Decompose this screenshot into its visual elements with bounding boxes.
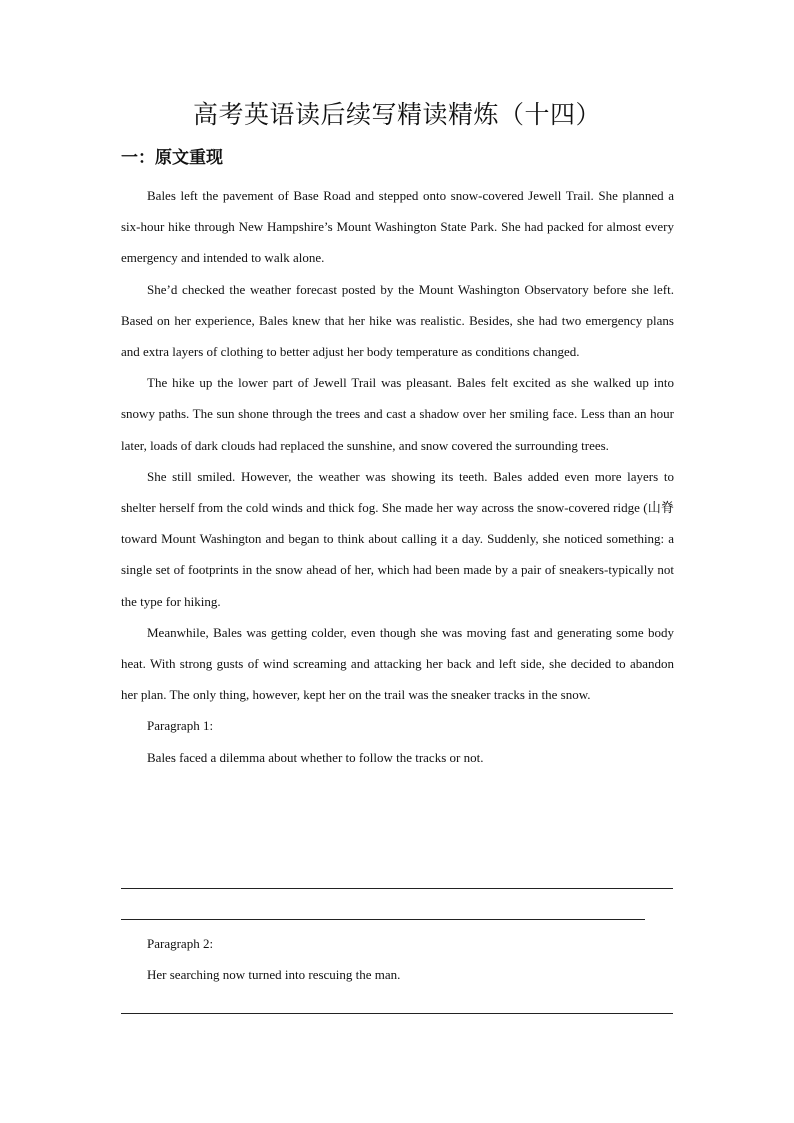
writing-line[interactable]	[121, 888, 673, 889]
original-text	[121, 180, 674, 773]
paragraph: She still smiled. However, the weather was showing its teeth. Bales added even more layers to shelter herself from the cold winds and thick fog. She made her way across the snow-covered ridge (山脊 toward Mount Washington and began to think about calling it a day. Suddenly, she noticed something: a single set of footprints in the snow ahead of her, which had been made by a pair of sneakers-typically not the type for hiking.	[121, 468, 674, 609]
writing-line[interactable]	[121, 919, 645, 920]
paragraph-1-label: Paragraph 1:	[147, 718, 214, 734]
section-heading: 一：原文重现	[121, 148, 223, 167]
paragraph: The hike up the lower part of Jewell Trail was pleasant. Bales felt excited as she walked up into snowy paths. The sun shone through the trees and cast a shadow over her smiling face. Less than an hour later, loads of dark clouds had replaced the sunshine, and snow covered the surrounding trees.	[121, 375, 674, 453]
document-title: 高考英语读后续写精读精炼（十四）	[192, 102, 601, 129]
paragraph: She’d checked the weather forecast posted by the Mount Washington Observatory before she left. Based on her experience, Bales knew that her hike was realistic. Besides, she had two emergency plans and extra layers of clothing to better adjust her body temperature as conditions changed.	[121, 281, 674, 360]
paragraph-2-opening: Her searching now turned into rescuing the man.	[147, 967, 401, 983]
writing-line[interactable]	[121, 1013, 673, 1014]
paragraph-1-opening: Bales faced a dilemma about whether to follow the tracks or not.	[147, 749, 484, 765]
paragraph: Bales left the pavement of Base Road and stepped onto snow-covered Jewell Trail. She planned a six-hour hike through New Hampshire’s Mount Washington State Park. She had packed for almost every emergency and intended to walk alone.	[121, 188, 674, 266]
paragraph: Meanwhile, Bales was getting colder, even though she was moving fast and generating some body heat. With strong gusts of wind screaming and attacking her back and left side, she decided to abandon her plan. The only thing, however, kept her on the trail was the sneaker tracks in the snow.	[121, 624, 674, 703]
continuation-paragraph-2	[121, 928, 674, 990]
paragraph-2-label: Paragraph 2:	[147, 936, 214, 951]
